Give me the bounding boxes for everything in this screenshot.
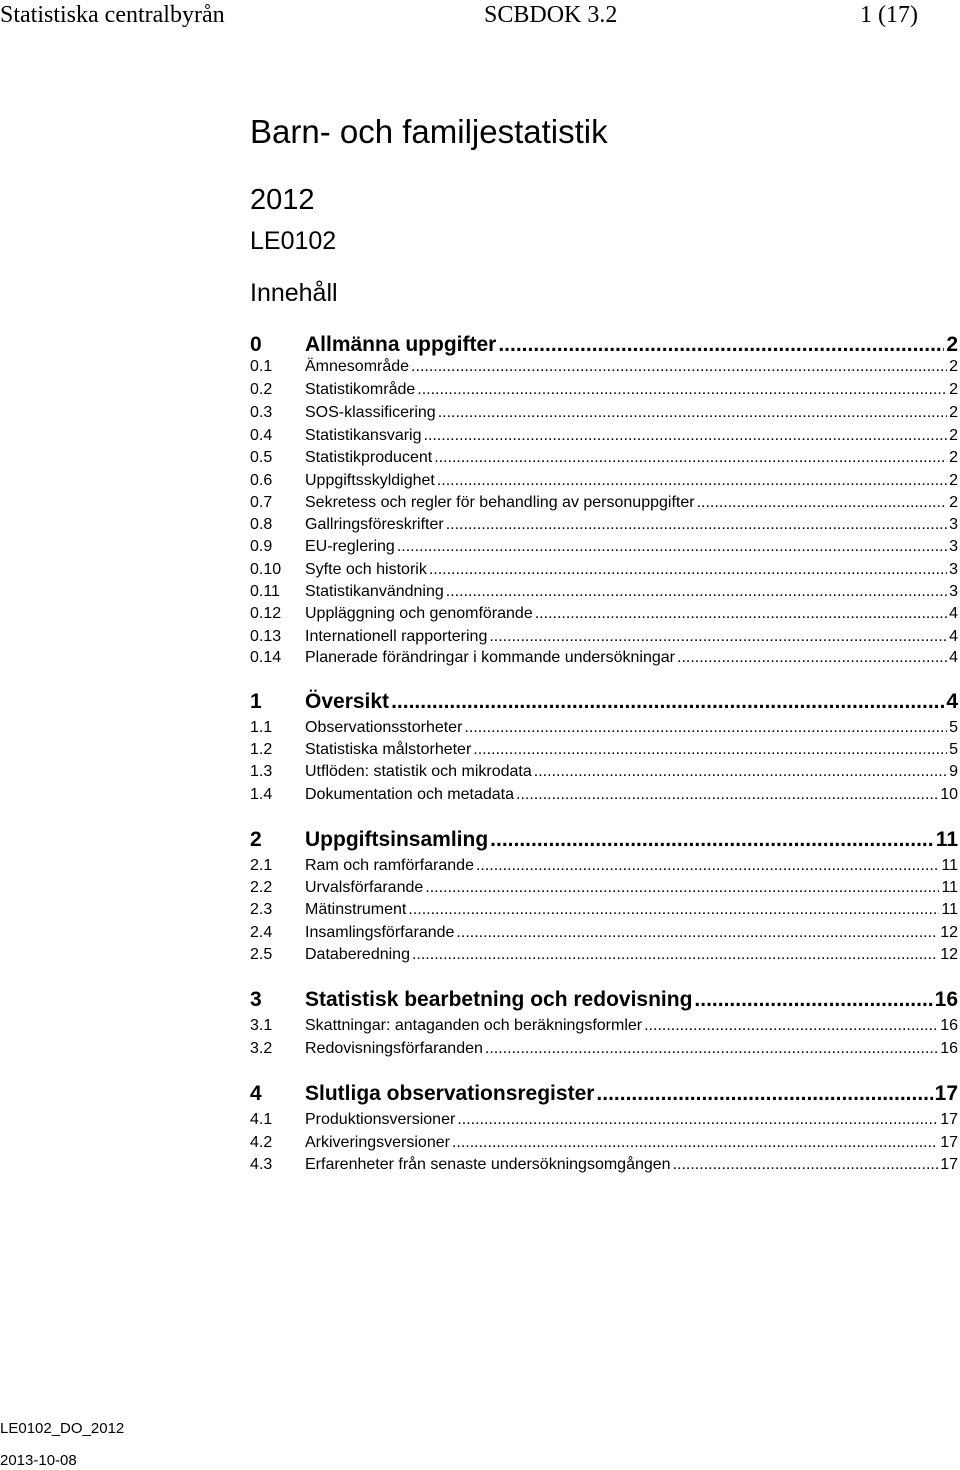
toc-entry-title: Statistikproducent — [305, 449, 433, 466]
toc-dot-leader — [476, 857, 939, 875]
toc-entry-title: Allmänna uppgifter — [305, 333, 497, 356]
toc-subsection-entry[interactable] — [250, 879, 958, 899]
toc-entry-title: Dokumentation och metadata — [305, 786, 515, 803]
toc-dot-leader — [437, 472, 947, 490]
toc-entry-page: 10 — [940, 786, 958, 803]
toc-entry-number: 0.11 — [250, 583, 280, 600]
toc-subsection-entry[interactable] — [250, 472, 958, 492]
toc-dot-leader — [485, 1040, 938, 1058]
toc-subsection-entry[interactable] — [250, 719, 958, 739]
header-organization: Statistiska centralbyrån — [0, 2, 225, 28]
toc-entry-page: 2 — [946, 333, 958, 356]
toc-entry-number: 0.13 — [250, 628, 282, 645]
toc-entry-number: 1.3 — [250, 763, 273, 780]
toc-entry-number: 2.2 — [250, 879, 273, 896]
toc-subsection-entry[interactable] — [250, 946, 958, 966]
toc-entry-number: 0.1 — [250, 358, 273, 375]
toc-entry-number: 2.5 — [250, 946, 273, 963]
toc-entry-title: Översikt — [305, 690, 390, 713]
toc-entry-page: 16 — [940, 1017, 958, 1034]
toc-dot-leader — [694, 988, 932, 1012]
toc-entry-number: 0.3 — [250, 404, 273, 421]
toc-entry-page: 17 — [940, 1134, 958, 1151]
toc-entry-page: 11 — [941, 901, 958, 918]
toc-entry-title: Uppgiftsskyldighet — [305, 472, 435, 489]
toc-entry-page: 17 — [934, 1082, 958, 1105]
toc-subsection-entry[interactable] — [250, 741, 958, 761]
toc-dot-leader — [434, 449, 947, 467]
toc-dot-leader — [412, 946, 938, 964]
toc-entry-title: SOS-klassificering — [305, 404, 436, 421]
toc-entry-title: Uppgiftsinsamling — [305, 828, 489, 851]
toc-entry-number: 4.1 — [250, 1111, 273, 1128]
header-document-id: SCBDOK 3.2 — [484, 2, 618, 28]
toc-entry-number: 3.1 — [250, 1017, 273, 1034]
toc-subsection-entry[interactable] — [250, 583, 958, 603]
toc-subsection-entry[interactable] — [250, 605, 958, 625]
toc-entry-title: Skattningar: antaganden och beräkningsformler — [305, 1017, 643, 1034]
toc-subsection-entry[interactable] — [250, 786, 958, 806]
toc-entry-title: Ram och ramförfarande — [305, 857, 474, 874]
footer-date: 2013-10-08 — [0, 1452, 77, 1469]
toc-entry-number: 3.2 — [250, 1040, 273, 1057]
toc-dot-leader — [489, 628, 947, 646]
toc-entry-page: 5 — [949, 719, 958, 736]
toc-dot-leader — [425, 879, 939, 897]
toc-entry-number: 0.6 — [250, 472, 273, 489]
toc-subsection-entry[interactable] — [250, 561, 958, 581]
toc-entry-page: 17 — [940, 1156, 958, 1173]
toc-entry-page: 2 — [949, 404, 958, 421]
toc-entry-number: 2 — [250, 828, 262, 851]
toc-entry-page: 2 — [949, 358, 958, 375]
toc-entry-number: 0.5 — [250, 449, 273, 466]
toc-dot-leader — [397, 538, 947, 556]
toc-entry-number: 0.4 — [250, 427, 273, 444]
toc-dot-leader — [457, 1111, 938, 1129]
toc-subsection-entry[interactable] — [250, 1111, 958, 1131]
toc-subsection-entry[interactable] — [250, 924, 958, 944]
toc-entry-title: Statistisk bearbetning och redovisning — [305, 988, 693, 1011]
toc-section-entry[interactable] — [250, 988, 958, 1014]
toc-entry-page: 4 — [949, 628, 958, 645]
toc-entry-number: 2.1 — [250, 857, 273, 874]
toc-dot-leader — [411, 358, 947, 376]
toc-entry-number: 0.9 — [250, 538, 273, 555]
toc-entry-title: Databeredning — [305, 946, 410, 963]
toc-subsection-entry[interactable] — [250, 1134, 958, 1154]
toc-section-entry[interactable] — [250, 690, 958, 716]
toc-entry-number: 0.14 — [250, 649, 282, 666]
toc-entry-title: Erfarenheter från senaste undersökningsomgången — [305, 1156, 671, 1173]
toc-dot-leader — [473, 741, 947, 759]
toc-entry-title: Observationsstorheter — [305, 719, 463, 736]
toc-entry-title: Statistiska målstorheter — [305, 741, 472, 758]
toc-entry-title: EU-reglering — [305, 538, 395, 555]
toc-dot-leader — [516, 786, 938, 804]
toc-entry-number: 3 — [250, 988, 262, 1011]
toc-entry-page: 3 — [949, 538, 958, 555]
toc-subsection-entry[interactable] — [250, 427, 958, 447]
toc-entry-title: Gallringsföreskrifter — [305, 516, 444, 533]
toc-entry-page: 4 — [946, 690, 958, 713]
toc-entry-page: 2 — [949, 472, 958, 489]
toc-entry-title: Slutliga observationsregister — [305, 1082, 595, 1105]
toc-entry-number: 4 — [250, 1082, 262, 1105]
toc-entry-page: 2 — [949, 494, 958, 511]
toc-subsection-entry[interactable] — [250, 901, 958, 921]
toc-entry-number: 0.2 — [250, 381, 273, 398]
toc-dot-leader — [677, 649, 947, 667]
toc-entry-title: Internationell rapportering — [305, 628, 488, 645]
toc-entry-page: 3 — [949, 561, 958, 578]
toc-entry-title: Arkiveringsversioner — [305, 1134, 450, 1151]
toc-entry-page: 11 — [941, 879, 958, 896]
toc-dot-leader — [452, 1134, 938, 1152]
toc-entry-title: Utflöden: statistik och mikrodata — [305, 763, 532, 780]
toc-subsection-entry[interactable] — [250, 763, 958, 783]
toc-entry-page: 11 — [935, 828, 958, 851]
toc-entry-number: 2.3 — [250, 901, 273, 918]
toc-dot-leader — [534, 763, 947, 781]
toc-entry-title: Statistikanvändning — [305, 583, 444, 600]
toc-entry-page: 3 — [949, 583, 958, 600]
toc-entry-number: 0.10 — [250, 561, 282, 578]
toc-entry-page: 3 — [949, 516, 958, 533]
footer-document-id: LE0102_DO_2012 — [0, 1420, 125, 1437]
toc-entry-page: 12 — [940, 924, 958, 941]
toc-subsection-entry[interactable] — [250, 1156, 958, 1176]
toc-entry-title: Statistikansvarig — [305, 427, 422, 444]
toc-subsection-entry[interactable] — [250, 1017, 958, 1037]
toc-entry-number: 1 — [250, 690, 262, 713]
toc-entry-page: 16 — [940, 1040, 958, 1057]
toc-dot-leader — [644, 1017, 938, 1035]
toc-dot-leader — [596, 1082, 932, 1106]
contents-heading: Innehåll — [250, 279, 338, 307]
toc-entry-title: Syfte och historik — [305, 561, 427, 578]
toc-dot-leader — [391, 690, 944, 714]
toc-section-entry[interactable] — [250, 1082, 958, 1108]
toc-entry-page: 2 — [949, 381, 958, 398]
toc-subsection-entry[interactable] — [250, 857, 958, 877]
toc-dot-leader — [446, 583, 947, 601]
toc-subsection-entry[interactable] — [250, 1040, 958, 1060]
toc-entry-number: 0.8 — [250, 516, 273, 533]
toc-entry-page: 9 — [949, 763, 958, 780]
toc-subsection-entry[interactable] — [250, 404, 958, 424]
toc-dot-leader — [408, 901, 939, 919]
toc-section-entry[interactable] — [250, 333, 958, 359]
toc-dot-leader — [417, 381, 947, 399]
toc-entry-number: 0.12 — [250, 605, 282, 622]
toc-subsection-entry[interactable] — [250, 516, 958, 536]
header-page-number: 1 (17) — [860, 2, 918, 28]
toc-subsection-entry[interactable] — [250, 649, 958, 669]
toc-subsection-entry[interactable] — [250, 358, 958, 378]
toc-subsection-entry[interactable] — [250, 494, 958, 514]
page-title: Barn- och familjestatistik — [250, 113, 608, 150]
toc-dot-leader — [456, 924, 938, 942]
toc-entry-title: Urvalsförfarande — [305, 879, 424, 896]
toc-entry-title: Statistikområde — [305, 381, 416, 398]
toc-section-entry[interactable] — [250, 828, 958, 854]
toc-entry-number: 4.2 — [250, 1134, 273, 1151]
toc-entry-number: 4.3 — [250, 1156, 273, 1173]
toc-entry-title: Mätinstrument — [305, 901, 407, 918]
toc-entry-number: 2.4 — [250, 924, 273, 941]
toc-entry-number: 0.7 — [250, 494, 273, 511]
toc-dot-leader — [438, 404, 947, 422]
toc-entry-page: 2 — [949, 427, 958, 444]
toc-dot-leader — [535, 605, 947, 623]
toc-dot-leader — [697, 494, 948, 512]
toc-entry-page: 12 — [940, 946, 958, 963]
toc-entry-page: 5 — [949, 741, 958, 758]
toc-entry-page: 17 — [940, 1111, 958, 1128]
toc-entry-page: 2 — [949, 449, 958, 466]
toc-dot-leader — [490, 828, 934, 852]
toc-dot-leader — [446, 516, 947, 534]
toc-subsection-entry[interactable] — [250, 449, 958, 469]
toc-entry-page: 4 — [949, 605, 958, 622]
toc-entry-page: 11 — [941, 857, 958, 874]
report-year: 2012 — [250, 184, 315, 216]
product-code: LE0102 — [250, 227, 337, 255]
toc-entry-number: 1.1 — [250, 719, 273, 736]
toc-dot-leader — [498, 333, 944, 357]
toc-dot-leader — [673, 1156, 939, 1174]
toc-entry-title: Insamlingsförfarande — [305, 924, 455, 941]
toc-entry-number: 0 — [250, 333, 262, 356]
toc-entry-title: Redovisningsförfaranden — [305, 1040, 483, 1057]
toc-entry-title: Ämnesområde — [305, 358, 410, 375]
toc-subsection-entry[interactable] — [250, 628, 958, 648]
toc-dot-leader — [429, 561, 947, 579]
toc-entry-title: Planerade förändringar i kommande undersökningar — [305, 649, 675, 666]
toc-entry-title: Uppläggning och genomförande — [305, 605, 533, 622]
toc-entry-title: Produktionsversioner — [305, 1111, 456, 1128]
toc-dot-leader — [464, 719, 947, 737]
toc-entry-number: 1.4 — [250, 786, 273, 803]
toc-entry-number: 1.2 — [250, 741, 273, 758]
toc-entry-title: Sekretess och regler för behandling av personuppgifter — [305, 494, 695, 511]
toc-subsection-entry[interactable] — [250, 538, 958, 558]
toc-entry-page: 16 — [934, 988, 958, 1011]
toc-entry-page: 4 — [949, 649, 958, 666]
toc-subsection-entry[interactable] — [250, 381, 958, 401]
toc-dot-leader — [424, 427, 948, 445]
